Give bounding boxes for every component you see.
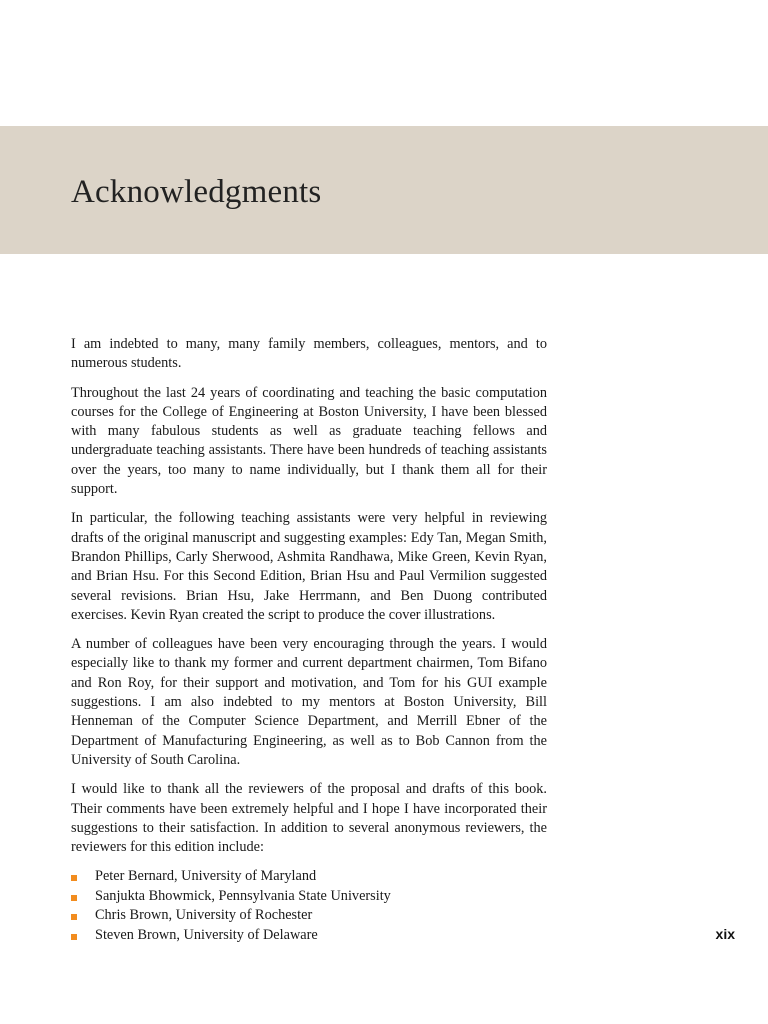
list-item: [71, 906, 547, 925]
chapter-title: Acknowledgments: [71, 174, 322, 210]
list-item: [71, 887, 547, 906]
reviewer-name: Peter Bernard, University of Maryland: [95, 868, 317, 885]
reviewer-name: Steven Brown, University of Delaware: [95, 926, 318, 943]
reviewer-name: Chris Brown, University of Rochester: [95, 907, 313, 924]
reviewer-name: Sanjukta Bhowmick, Pennsylvania State University: [95, 887, 391, 904]
paragraph-students: Throughout the last 24 years of coordinating and teaching the basic computation courses for the College of Engineering at Boston University, I have been blessed with many fabulous students as well as graduate teaching fellows and undergraduate teaching assistants. There have been hundreds of teaching assistants over the years, too many to name individually, but I thank them all for their support.: [71, 384, 547, 498]
square-bullet-icon: [71, 895, 77, 901]
list-item: [71, 926, 547, 945]
paragraph-intro: I am indebted to many, many family members, colleagues, mentors, and to numerous students.: [71, 336, 547, 372]
square-bullet-icon: [71, 875, 77, 881]
paragraph-colleagues: A number of colleagues have been very encouraging through the years. I would especially like to thank my former and current department chairmen, Tom Bifano and Ron Roy, for their support and motivation, and Tom for his GUI example suggestions. I am also indebted to my mentors at Boston University, Bill Henneman of the Computer Science Department, and Merrill Ebner of the Department of Manufacturing Engineering, as well as to Bob Cannon from the University of South Carolina.: [71, 636, 547, 768]
reviewer-list: [71, 867, 547, 945]
list-item: [71, 867, 547, 886]
square-bullet-icon: [71, 914, 77, 920]
paragraph-reviewers: I would like to thank all the reviewers of the proposal and drafts of this book. Their comments have been extremely helpful and I hope I have incorporated their suggestions to their satisfaction. In addition to several anonymous reviewers, the reviewers for this edition include:: [71, 781, 547, 856]
paragraph-teaching-assistants: In particular, the following teaching assistants were very helpful in reviewing drafts of the original manuscript and suggesting examples: Edy Tan, Megan Smith, Brandon Phillips, Carly Sherwood, Ashmita Randhawa, Mike Green, Kevin Ryan, and Brian Hsu. For this Second Edition, Brian Hsu and Paul Vermilion suggested several revisions. Brian Hsu, Jake Herrmann, and Ben Duong contributed exercises. Kevin Ryan created the script to produce the cover illustrations.: [71, 510, 547, 623]
page-number: xix: [715, 926, 735, 942]
body-text: [71, 335, 547, 945]
square-bullet-icon: [71, 934, 77, 940]
